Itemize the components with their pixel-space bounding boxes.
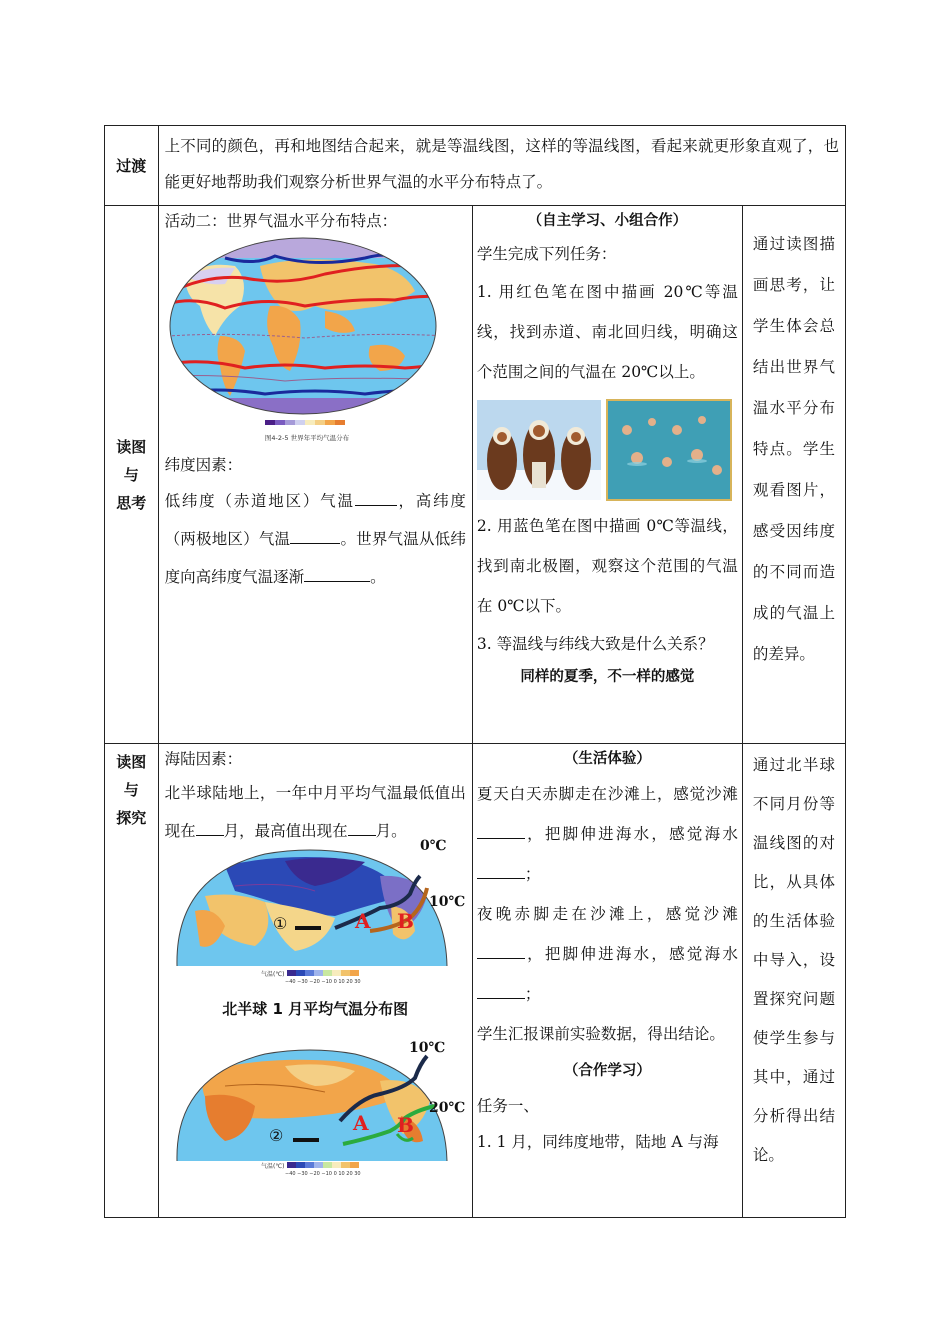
task-one: 任务一、	[476, 1097, 539, 1115]
read-think-student	[472, 206, 742, 744]
label-line: 与	[123, 781, 139, 799]
answer-blank[interactable]	[304, 563, 370, 582]
label-line: 探究	[116, 809, 147, 827]
row-transition	[105, 126, 846, 206]
life-question-day	[477, 774, 738, 894]
latitude-text: 低纬度（赤道地区）气温	[164, 492, 355, 510]
answer-blank[interactable]	[348, 817, 376, 836]
row-label-read-think	[105, 206, 159, 744]
legend-title: 气温(℃)	[260, 971, 284, 978]
read-explore-student	[472, 744, 742, 1218]
map-caption: 图4-2-5 世界年平均气温分布	[264, 434, 349, 442]
intent-text: 通过读图描画思考，让学生体会总结出世界气温水平分布特点。学生观看图片，感受因纬度的不同而造成的气温上的差异。	[752, 235, 835, 663]
read-explore-intent	[742, 744, 845, 1218]
january-temperature-map	[165, 836, 465, 986]
latitude-heading: 纬度因素：	[164, 456, 243, 474]
answer-blank[interactable]	[477, 980, 525, 999]
lesson-plan-table	[104, 125, 846, 1218]
map-label-circle-2: ②	[268, 1126, 283, 1145]
transition-label: 过渡	[116, 156, 147, 175]
life-question-night	[477, 894, 738, 1014]
latitude-marker	[293, 1138, 319, 1142]
transition-text	[158, 126, 845, 206]
answer-blank[interactable]	[355, 487, 397, 506]
sea-land-text: 月，最高值出现在	[223, 822, 348, 840]
life-text: 夏天白天赤脚走在沙滩上，感觉沙滩	[476, 785, 738, 803]
eskimo-photo	[477, 400, 601, 500]
life-heading: （生活体验）	[563, 751, 651, 767]
latitude-text: 。	[370, 568, 386, 586]
jan-map-caption: 北半球 1 月平均气温分布图	[222, 1000, 409, 1018]
task-one-item-1: 1. 1 月，同纬度地带，陆地 A 与海	[476, 1133, 719, 1151]
label-line: 读图	[116, 437, 147, 456]
swimmers-photo	[607, 400, 731, 500]
jul-map-legend	[261, 1162, 361, 1177]
map-label-10c: 10℃	[428, 894, 465, 910]
photo-caption: 同样的夏季，不一样的感觉	[520, 669, 695, 685]
activity-title: 活动二：世界气温水平分布特点：	[164, 212, 398, 230]
map-label-b: B	[396, 909, 414, 933]
world-temperature-map	[165, 236, 450, 444]
student-report: 学生汇报课前实验数据，得出结论。	[476, 1025, 725, 1043]
sea-land-text: 北半球陆地上，一年中月平均气温最低值出现在	[164, 784, 466, 840]
read-think-left	[158, 206, 472, 744]
sea-land-text: 月。	[375, 822, 407, 840]
student-heading: （自主学习、小组合作）	[527, 213, 688, 229]
task-2: 2. 用蓝色笔在图中描画 0℃等温线，找到南北极圈，观察这个范围的气温在 0℃以下。	[476, 517, 738, 615]
student-intro: 学生完成下列任务：	[476, 245, 617, 263]
map-label-a: A	[352, 1111, 369, 1135]
sea-land-heading: 海陆因素：	[164, 750, 243, 768]
answer-blank[interactable]	[477, 860, 525, 879]
legend-ticks: −40 −30 −20 −10 0 10 20 30	[284, 1171, 361, 1177]
row-label-read-explore	[105, 744, 159, 1218]
jan-map-legend	[261, 970, 361, 985]
life-text: ；	[524, 865, 541, 883]
life-text: ，把脚伸进海水，感觉海水	[524, 945, 738, 963]
latitude-text: ，高纬度（两极地区）气温	[164, 492, 466, 548]
map-label-a: A	[354, 909, 371, 933]
read-explore-left	[158, 744, 472, 1218]
task-3: 3. 等温线与纬线大致是什么关系？	[476, 635, 714, 653]
answer-blank[interactable]	[477, 820, 525, 839]
answer-blank[interactable]	[196, 817, 224, 836]
map-label-20c: 20℃	[428, 1100, 465, 1116]
answer-blank[interactable]	[290, 525, 340, 544]
transition-paragraph: 上不同的颜色，再和地图结合起来，就是等温线图，这样的等温线图，看起来就更形象直观了，也能更好地帮助我们观察分析世界气温的水平分布特点了。	[164, 137, 839, 191]
map-label-circle-1: ①	[272, 914, 287, 933]
coop-heading: （合作学习）	[563, 1063, 651, 1079]
label-line: 与	[123, 465, 139, 484]
map-label-b: B	[396, 1113, 414, 1137]
latitude-question	[165, 482, 466, 596]
task-1: 1. 用红色笔在图中描画 20℃等温线，找到赤道、南北回归线，明确这个范围之间的气温在 20℃以上。	[476, 283, 738, 381]
label-line: 读图	[116, 753, 147, 771]
label-line: 思考	[116, 493, 147, 512]
intent-text: 通过北半球不同月份等温线图的对比，从具体的生活体验中导入，设置探究问题使学生参与其中，通过分析得出结论。	[752, 756, 835, 1164]
row-label-transition	[105, 126, 159, 206]
legend-title: 气温(℃)	[260, 1163, 284, 1170]
map-label-0c: 0℃	[419, 838, 447, 854]
row-read-explore	[105, 744, 846, 1218]
latitude-text: 。世界气温从低纬度向高纬度气温逐渐	[164, 530, 466, 586]
map-label-10c: 10℃	[408, 1040, 445, 1056]
life-text: ；	[524, 985, 541, 1003]
read-think-intent	[742, 206, 845, 744]
life-text: ，把脚伸进海水，感觉海水	[524, 825, 738, 843]
life-text: 夜晚赤脚走在沙滩上，感觉沙滩	[476, 905, 738, 923]
latitude-marker	[295, 926, 321, 930]
row-read-think	[105, 206, 846, 744]
photo-row	[477, 400, 738, 502]
july-temperature-map	[165, 1026, 465, 1177]
legend-ticks: −40 −30 −20 −10 0 10 20 30	[284, 979, 361, 985]
map-legend	[265, 420, 345, 425]
answer-blank[interactable]	[477, 940, 525, 959]
